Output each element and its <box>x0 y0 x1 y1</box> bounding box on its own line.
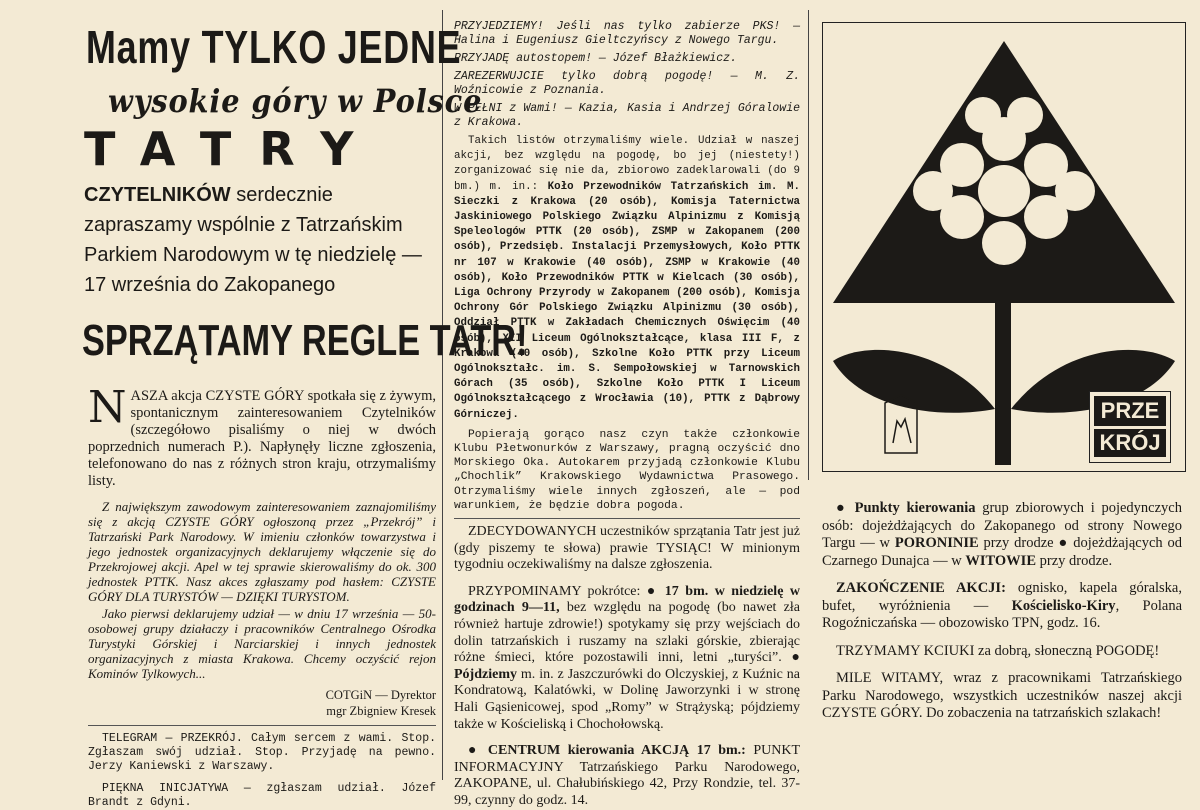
letter-autostop: PRZYJADĘ autostopem! — Józef Błażkiewicz. <box>454 52 737 65</box>
column-rule-2 <box>808 10 809 480</box>
signature-1: COTGiN — Dyrektor <box>325 688 436 702</box>
invitation <box>84 180 436 300</box>
lead-text: ASZA akcja CZYSTE GÓRY spotkała się z żywym, spontanicznym zainteresowaniem Czytelników (szczegółowo pisaliśmy o niej w dwóch poprzednich numerach P.). Napłynęły liczne zgłoszenia, telefonowano do nas z różnych stron kraju, otrzymaliśmy listy. <box>88 388 436 489</box>
center-text: PUNKT INFORMACYJNY Tatrzańskiego Parku Narodowego, ZAKOPANE, ul. Chałubińskiego 42, Przy Rondzie, tel. 37-99, czynny do godz. 14. <box>454 743 801 808</box>
welcome-paragraph: MILE WITAMY, wraz z pracownikami Tatrzańskiego Parku Narodowego, wszystkich uczestników naszej akcji CZYSTE GÓRY. Do zobaczenia na tatrzańskich szlakach! <box>822 670 1182 721</box>
go-text: m. in. z Jaszczurówki do Olczyskiej, z Kuźnic na Kondratową, Kalatówki, w Dolinę Jaworzynki i w stronę Hali Gąsienicowej, spod „Romy” w Strążyską; pójdziemy także w Kościeliską i Chochołowską. <box>454 666 800 732</box>
go-lead: ● Pójdziemy <box>454 650 800 682</box>
fingers-paragraph: TRZYMAMY KCIUKI za dobrą, słoneczną POGODĘ! <box>836 642 1160 659</box>
divider-middle <box>454 518 800 519</box>
remind-date: ● 17 bm. w niedzielę w godzinach 9—11, <box>454 583 800 616</box>
support-paragraph: Popierają gorąco nasz czyn także członkowie Klubu Płetwonurków z Warszawy, pragną oczyścić dno Morskiego Oka. Autokarem przyjadą członkowie Klubu „Chochlik” Krakowskiego Wydawnictwa Prasowego. Otrzymaliśmy wiele innych zgłoszeń, ale — pod warunkiem, że będzie dobra pogoda. <box>454 428 800 512</box>
points-poronin: PORONINIE <box>894 535 979 551</box>
invitation-bold: CZYTELNIKÓW <box>84 184 231 206</box>
points-text-2: przy drodze <box>978 535 1059 551</box>
center-lead: ● CENTRUM kierowania AKCJĄ 17 bm.: <box>468 743 746 759</box>
przekroj-logo-top: PRZE <box>1094 396 1166 426</box>
divider <box>88 725 436 726</box>
invitation-text: serdecznie zapraszamy wspólnie z Tatrzańskim Parkiem Narodowym <box>84 184 403 266</box>
lead-paragraph <box>88 382 436 490</box>
end-lead: ZAKOŃCZENIE AKCJI: <box>836 580 1006 596</box>
slogan: SPRZĄTAMY REGLE TATR! <box>82 316 528 365</box>
letter-pogoda: ZAREZERWUJCIE tylko dobrą pogodę! — M. Z. Woźnicowie z Poznania. <box>454 70 800 97</box>
headline-line-2: wysokie góry w Polsce <box>108 82 483 120</box>
clean-mountains-logo <box>822 22 1186 472</box>
headline-tatry: TATRY <box>84 122 382 176</box>
end-paragraph <box>822 580 1182 633</box>
points-witow: WITOWIE <box>965 552 1036 569</box>
letter-cotgin: Jako pierwsi deklarujemy udział — w dniu 17 września — 50-osobowej grupy działaczy i pracowników Centralnego Ośrodka Turystyki Górskiej i Narciarskiej i innych jednostek organizacyjnych z miasta Krakowa. Chcemy oczyścić rejon Kominów Tylkowych... <box>88 606 436 681</box>
letter-pelni: W PEŁNI z Wami! — Kazia, Kasia i Andrzej Góralowie z Krakowa. <box>454 102 800 129</box>
headline-line-1: Mamy TYLKO JEDNE <box>86 21 462 73</box>
decided-paragraph: ZDECYDOWANYCH uczestników sprzątania Tatr jest już (gdy piszemy te słowa) prawie TYSIĄC! W minionym tygodniu oczekiwaliśmy na dalsze zgłoszenia. <box>454 524 800 573</box>
points-paragraph <box>822 500 1182 570</box>
points-text-1: grup zbiorowych i pojedynczych osób: dojeżdżających do Zakopanego od strony Nowego Targu — w <box>822 500 1182 551</box>
letter-pks: PRZYJEDZIEMY! Jeśli nas tylko zabierze PKS! — Halina i Eugeniusz Gieltczyńscy z Nowego Targu. <box>454 20 800 47</box>
piekna-inicjatywa: PIĘKNA INICJATYWA — zgłaszam udział. Józef Brandt z Gdyni. <box>88 782 436 809</box>
column-rule-1 <box>442 10 443 780</box>
end-text-2: , Polana Rogoźniczańska — obozowisko TPN, godz. 16. <box>822 597 1182 631</box>
end-text-1: ognisko, kapela góralska, bufet, wyróżnienia — <box>822 580 1182 614</box>
end-place: Kościelisko-Kiry <box>1011 597 1116 614</box>
invitation-date: w tę niedzielę — 17 września do Zakopanego <box>84 244 422 296</box>
participants-list <box>454 134 800 423</box>
list-orgs: Koło Przewodników Tatrzańskich im. M. Sieczki z Krakowa (20 osób), Komisja Taternictwa Jaskiniowego Polskiego Związku Alpinizmu z Komisją Speleologów PTTK (20 osób), ZSMP w Zakopanem (200 osób), Przedsięb. Instalacji Przemysłowych, Koło PTTK nr 107 w Krakowie (40 osób), ZSMP w Krakowie (40 osób), Koło Przewodników PTTK w Kielcach (30 osób), Liga Ochrony Przyrody w Zakopanem (200 osób), Komisja Ochrony Gór Polskiego Związku Alpinizmu (30 osób), Oddział PTTK w Zakładach Chemicznych Oświęcim (40 osób), XII Liceum Ogólnokształcące, klasa III F, z Krakowa (40 osób), Szkolne Koło PTTK przy Liceum Ogólnokształc. im. S. Sempołowskiej w Tarnowskich Górach (35 osób), Szkolne Koło PTTK I Liceum Ogólnokształcącego z Wrocławia (10), PTTK z Dąbrowy Górniczej. <box>454 180 800 421</box>
points-text-3: ● dojeżdżających od Czarnego Dunajca — w <box>822 535 1182 569</box>
center-paragraph <box>454 743 800 809</box>
column-right-body <box>822 500 1182 723</box>
przekroj-logo <box>1089 391 1171 463</box>
remind-paragraph <box>454 584 800 733</box>
list-intro: Takich listów otrzymaliśmy wiele. Udział w naszej akcji, bez względu na pogodę, bo jej (niestety!) zorganizować się nie da, zbiorowo zadeklarowali (do 9 bm.) m. in.: <box>454 135 800 193</box>
column-middle-body <box>454 20 800 810</box>
telegram: TELEGRAM — PRZEKRÓJ. Całym sercem z wami. Stop. Zgłaszam swój udział. Stop. Przyjadę na pewno. Jerzy Kaniewski z Warszawy. <box>88 732 436 773</box>
letter-pttk: Z największym zawodowym zainteresowaniem zaznajomiliśmy się z akcją CZYSTE GÓRY ogłoszoną przez „Przekrój” i Tatrzański Park Narodowy. W imieniu członków towarzystwa i jego jednostek organizacyjnych deklarujemy włączenie się do Przekrojowej akcji. Apel w tej sprawie skierowaliśmy do ok. 300 jednostek PTTK. Nasz akces zgłaszamy pod hasłem: CZYSTE GÓRY DLA TURYSTÓW — DZIĘKI TURYSTOM. <box>88 499 436 604</box>
column-left <box>78 0 528 809</box>
column-middle <box>448 0 806 808</box>
column-left-body <box>88 382 436 810</box>
points-text-4: przy drodze. <box>1036 552 1113 569</box>
dropcap: N <box>88 382 127 433</box>
remind-lead: PRZYPOMINAMY pokrótce: <box>468 583 647 599</box>
remind-text: bez względu na pogodę (bo nawet zła również hartuje zdrowie!) spotykamy się przy wejściach do dolin tatrzańskich i ruszamy na szlaki górskie, zbierając różne śmieci, które pozostawili inni, letni „turyści”. <box>454 600 800 666</box>
signature-2: mgr Zbigniew Kresek <box>326 704 436 718</box>
column-right <box>812 0 1188 783</box>
points-lead: ● Punkty kierowania <box>836 500 976 516</box>
przekroj-logo-bottom: KRÓJ <box>1094 429 1166 457</box>
